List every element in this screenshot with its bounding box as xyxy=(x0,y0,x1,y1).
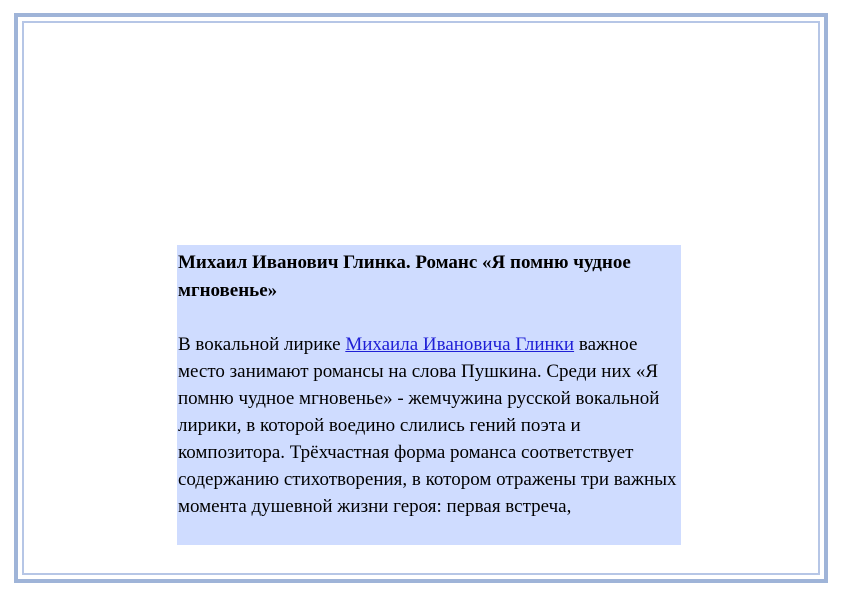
composer-link[interactable]: Михаила Ивановича Глинки xyxy=(345,334,575,355)
article-paragraph xyxy=(177,331,681,520)
paragraph-text-before-link: В вокальной лирике xyxy=(178,334,346,355)
article-heading: Михаил Иванович Глинка. Романс «Я помню чудное мгновенье» xyxy=(178,252,631,301)
article-text-box xyxy=(177,245,681,545)
paragraph-text-after-link: важное место занимают романсы на слова Пушкина. Среди них «Я помню чудное мгновенье» - жемчужина русской вокальной лирики, в которой воедино слились гений поэта и композитора. Трёхчастная форма романса соответствует содержанию стихотворения, в котором отражены три важных момента душевной жизни героя: первая встреча, xyxy=(178,334,677,517)
